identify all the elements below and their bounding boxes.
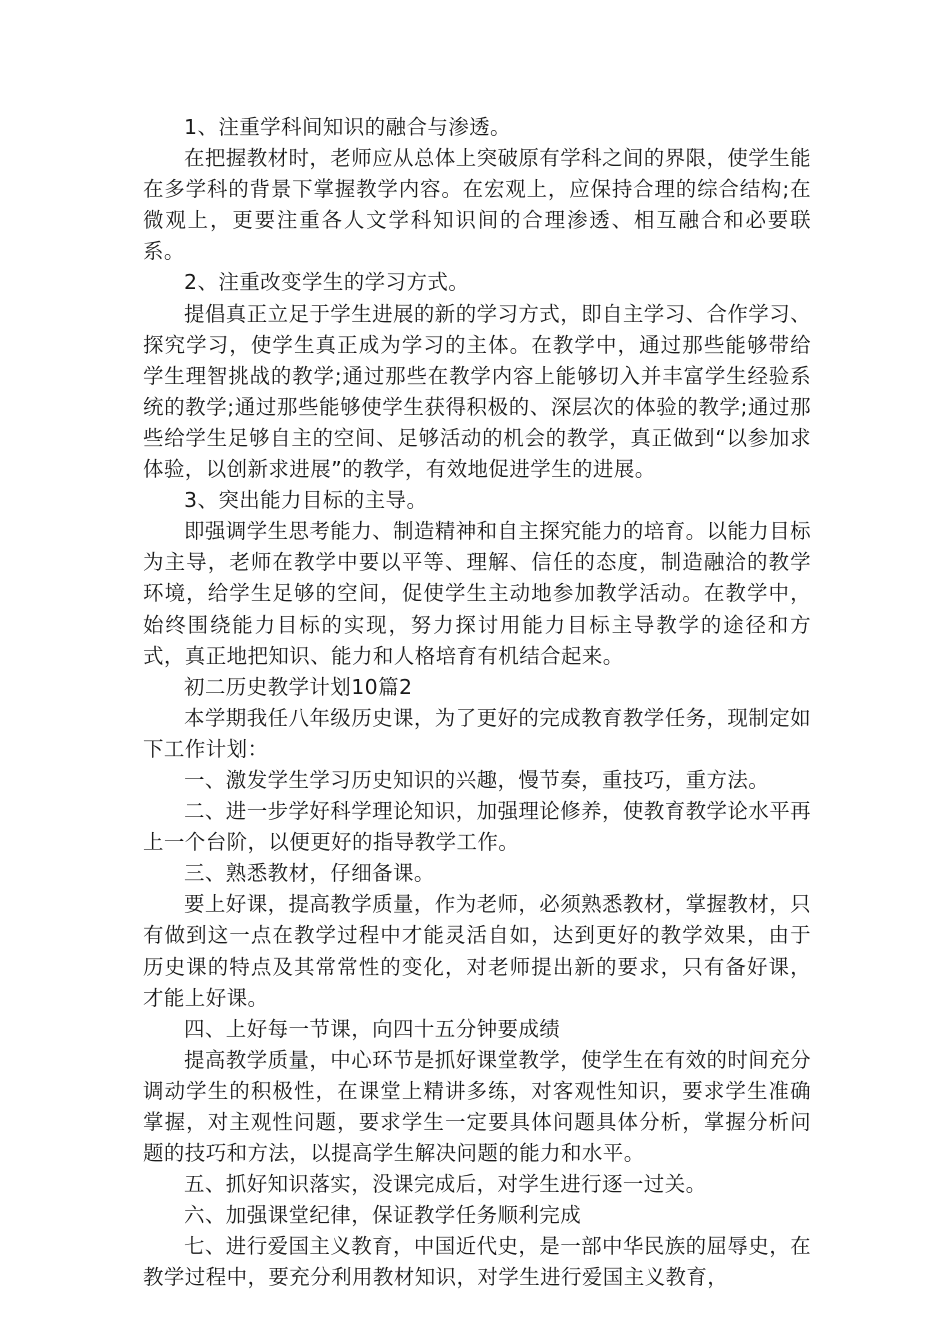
paragraph: 要上好课，提高教学质量，作为老师，必须熟悉教材，掌握教材，只有做到这一点在教学过程中才能灵活自如，达到更好的教学效果，由于历史课的特点及其常常性的变化，对老师提出新的要求，只有备好课，才能上好课。 <box>143 892 811 1010</box>
plan-item-4: 四、上好每一节课，向四十五分钟要成绩 <box>184 1016 561 1041</box>
plan-item-1: 一、激发学生学习历史知识的兴趣，慢节奏，重技巧，重方法。 <box>184 767 770 792</box>
plan-item-2: 二、进一步学好科学理论知识，加强理论修养，使教育教学论水平再上一个台阶，以便更好的指导教学工作。 <box>143 799 811 855</box>
section-heading-2: 2、注重改变学生的学习方式。 <box>184 270 470 295</box>
plan-item-3: 三、熟悉教材，仔细备课。 <box>184 861 435 886</box>
paragraph: 即强调学生思考能力、制造精神和自主探究能力的培育。以能力目标为主导，老师在教学中要以平等、理解、信任的态度，制造融洽的教学环境，给学生足够的空间，促使学生主动地参加教学活动。在教学中，始终围绕能力目标的实现，努力探讨用能力目标主导教学的途径和方式，真正地把知识、能力和人格培育有机结合起来。 <box>143 519 811 668</box>
plan-item-5: 五、抓好知识落实，没课完成后，对学生进行逐一过关。 <box>184 1172 707 1197</box>
paragraph: 提倡真正立足于学生进展的新的学习方式，即自主学习、合作学习、探究学习，使学生真正成为学习的主体。在教学中，通过那些能够带给学生理智挑战的教学;通过那些在教学内容上能够切入并丰富学生经验系统的教学;通过那些能够使学生获得积极的、深层次的体验的教学;通过那些给学生足够自主的空间、足够活动的机会的教学，真正做到“以参加求体验，以创新求进展”的教学，有效地促进学生的进展。 <box>143 301 811 482</box>
plan-item-7: 七、进行爱国主义教育，中国近代史，是一部中华民族的屈辱史，在教学过程中，要充分利用教材知识，对学生进行爱国主义教育， <box>143 1234 811 1290</box>
section-heading-3: 3、突出能力目标的主导。 <box>184 488 428 513</box>
paragraph: 本学期我任八年级历史课，为了更好的完成教育教学任务，现制定如下工作计划： <box>143 705 811 761</box>
document-subtitle: 初二历史教学计划10篇2 <box>184 674 413 699</box>
section-heading-1: 1、注重学科间知识的融合与渗透。 <box>184 115 511 139</box>
plan-item-6: 六、加强课堂纪律，保证教学任务顺利完成 <box>184 1203 582 1228</box>
paragraph: 在把握教材时，老师应从总体上突破原有学科之间的界限，使学生能在多学科的背景下掌握教学内容。在宏观上，应保持合理的综合结构;在微观上，更要注重各人文学科知识间的合理渗透、相互融合和必要联系。 <box>143 146 811 264</box>
document-body <box>143 112 811 1294</box>
paragraph: 提高教学质量，中心环节是抓好课堂教学，使学生在有效的时间充分调动学生的积极性，在课堂上精讲多练，对客观性知识，要求学生准确掌握，对主观性问题，要求学生一定要具体问题具体分析，掌握分析问题的技巧和方法，以提高学生解决问题的能力和水平。 <box>143 1047 811 1166</box>
